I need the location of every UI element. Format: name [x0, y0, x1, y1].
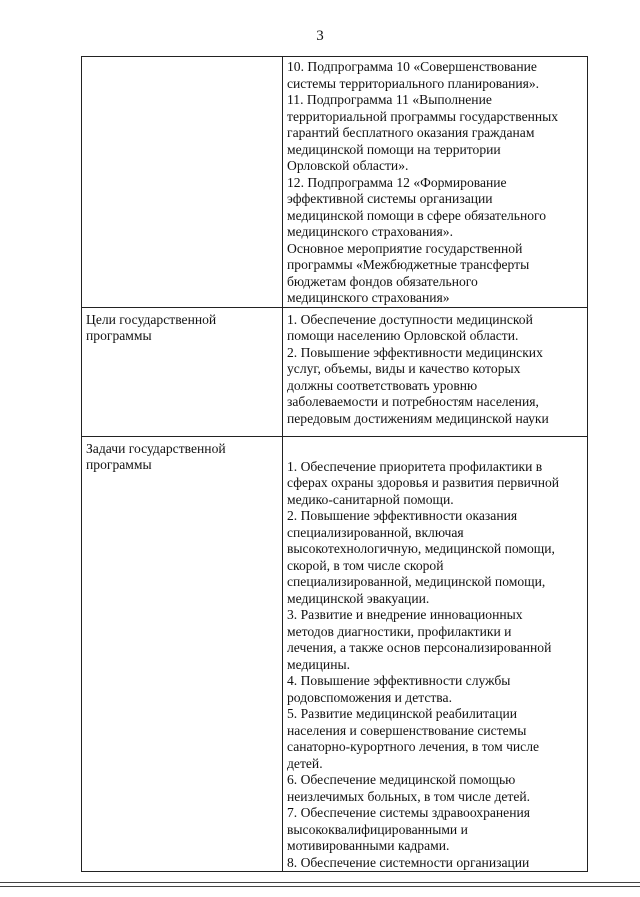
row-label-cell: [82, 57, 283, 308]
text-line: 8. Обеспечение системности организации: [287, 854, 530, 870]
text-line: лечения, а также основ персонализированной: [287, 640, 552, 655]
text-line: 7. Обеспечение системы здравоохранения: [287, 805, 531, 820]
subprograms-list: [287, 57, 587, 307]
text-line: программы: [86, 457, 152, 472]
text-line: медицинского страхования»: [287, 290, 450, 305]
text-line: скорой, в том числе скорой: [287, 557, 444, 573]
text-line: медицинской помощи на территории: [287, 141, 501, 157]
text-line: передовым достижениям медицинской науки: [287, 410, 549, 426]
text-line: населения и совершенствование системы: [287, 722, 527, 738]
text-line: детей.: [287, 755, 323, 771]
text-line: 12. Подпрограмма 12 «Формирование: [287, 174, 507, 190]
text-line: специализированной, медицинской помощи,: [287, 574, 546, 589]
text-line: медицины.: [287, 656, 351, 672]
goals-list: [287, 308, 587, 428]
text-line: бюджетам фондов обязательного: [287, 273, 478, 289]
text-line: 11. Подпрограмма 11 «Выполнение: [287, 92, 492, 107]
text-line: Цели государственной: [86, 311, 217, 327]
text-line: 1. Обеспечение приоритета профилактики в: [287, 458, 543, 474]
text-line: гарантий бесплатного оказания гражданам: [287, 125, 535, 140]
text-line: Орловской области».: [287, 158, 409, 173]
text-line: 3. Развитие и внедрение инновационных: [287, 607, 523, 622]
text-line: 5. Развитие медицинской реабилитации: [287, 706, 518, 721]
text-line: высокотехнологичную, медицинской помощи,: [287, 541, 555, 556]
row-label-cell: [82, 436, 283, 872]
tasks-list: [287, 437, 587, 872]
text-line: эффективной системы организации: [287, 191, 493, 206]
page-number: 3: [316, 28, 324, 44]
text-line: заболеваемости и потребностям населения,: [287, 394, 539, 409]
table-row: [82, 57, 588, 308]
text-line: системы территориального планирования».: [287, 75, 540, 91]
table-row: [82, 307, 588, 436]
tasks-label: [86, 437, 282, 474]
program-passport-table: [81, 56, 588, 872]
page-edge-line: [0, 886, 640, 887]
text-line: медицинской помощи в сфере обязательного: [287, 207, 547, 223]
text-line: методов диагностики, профилактики и: [287, 623, 512, 639]
text-line: родовспоможения и детства.: [287, 689, 452, 705]
text-line: должны соответствовать уровню: [287, 377, 478, 393]
text-line: медицинской эвакуации.: [287, 590, 430, 606]
text-line: мотивированными кадрами.: [287, 838, 450, 853]
text-line: неизлечимых больных, в том числе детей.: [287, 788, 531, 804]
text-line: сферах охраны здоровья и развития первичной: [287, 475, 560, 490]
goals-label: [86, 308, 282, 345]
goals-cell: [283, 307, 588, 436]
table-row: [82, 436, 588, 872]
text-line: программы «Межбюджетные трансферты: [287, 257, 530, 272]
text-line: 1. Обеспечение доступности медицинской: [287, 311, 533, 327]
row-label-cell: [82, 307, 283, 436]
text-line: программы: [86, 328, 152, 343]
text-line: специализированной, включая: [287, 524, 464, 540]
text-line: помощи населению Орловской области.: [287, 328, 519, 343]
subprograms-cell: [283, 57, 588, 308]
text-line: 2. Повышение эффективности оказания: [287, 508, 518, 523]
text-line: медико-санитарной помощи.: [287, 491, 454, 507]
text-line: 2. Повышение эффективности медицинских: [287, 344, 543, 360]
text-line: Основное мероприятие государственной: [287, 240, 523, 256]
text-line: 10. Подпрограмма 10 «Совершенствование: [287, 59, 537, 74]
text-line: медицинского страхования».: [287, 224, 453, 239]
text-line: санаторно-курортного лечения, в том числе: [287, 739, 540, 754]
text-line: высококвалифицированными и: [287, 821, 468, 837]
text-line: 6. Обеспечение медицинской помощью: [287, 772, 516, 787]
tasks-cell: [283, 436, 588, 872]
text-line: территориальной программы государственных: [287, 108, 559, 124]
page-edge-line: [0, 882, 640, 883]
text-line: Задачи государственной: [86, 440, 226, 456]
text-line: услуг, объемы, виды и качество которых: [287, 361, 521, 376]
text-line: 4. Повышение эффективности службы: [287, 673, 511, 688]
